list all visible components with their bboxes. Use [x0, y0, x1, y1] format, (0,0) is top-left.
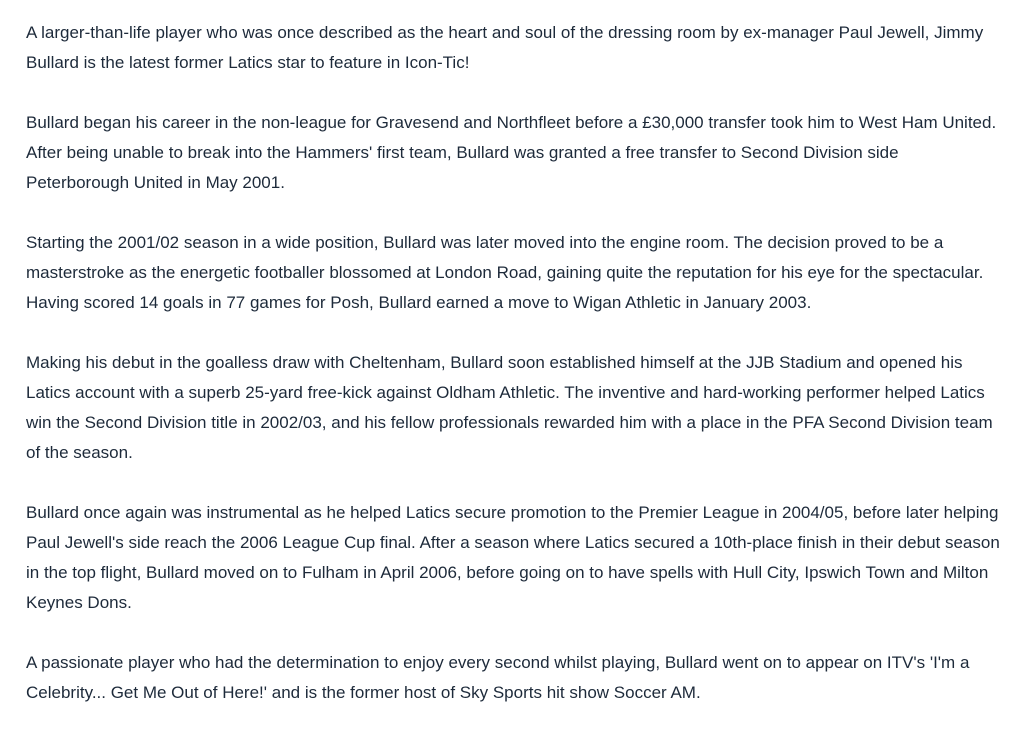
article-paragraph-intro: A larger-than-life player who was once described as the heart and soul of the dressing room by ex-manager Paul Jewell, Jimmy Bullard is the latest former Latics star to feature in Icon-Tic! [26, 23, 984, 72]
article-paragraph-early-career: Bullard began his career in the non-league for Gravesend and Northfleet before a £30,000 transfer took him to West Ham United. After being unable to break into the Hammers' first team, Bullard was granted a free transfer to Second Division side Peterborough United in May 2001. [26, 113, 997, 192]
article-paragraph-promotion: Bullard once again was instrumental as he helped Latics secure promotion to the Premier League in 2004/05, before later helping Paul Jewell's side reach the 2006 League Cup final. After a season where Latics secured a 10th-place finish in their debut season in the top flight, Bullard moved on to Fulham in April 2006, before going on to have spells with Hull City, Ipswich Town and Milton Keynes Dons. [26, 503, 1000, 612]
article-paragraph-after-football: A passionate player who had the determination to enjoy every second whilst playing, Bullard went on to appear on ITV's 'I'm a Celebrity... Get Me Out of Here!' and is the former host of Sky Sports hit show Soccer AM. [26, 653, 970, 702]
article-paragraph-peterborough: Starting the 2001/02 season in a wide position, Bullard was later moved into the engine room. The decision proved to be a masterstroke as the energetic footballer blossomed at London Road, gaining quite the reputation for his eye for the spectacular. Having scored 14 goals in 77 games for Posh, Bullard earned a move to Wigan Athletic in January 2003. [26, 233, 984, 312]
article-body [26, 18, 1001, 708]
article-paragraph-wigan-debut: Making his debut in the goalless draw with Cheltenham, Bullard soon established himself at the JJB Stadium and opened his Latics account with a superb 25-yard free-kick against Oldham Athletic. The inventive and hard-working performer helped Latics win the Second Division title in 2002/03, and his fellow professionals rewarded him with a place in the PFA Second Division team of the season. [26, 353, 993, 462]
